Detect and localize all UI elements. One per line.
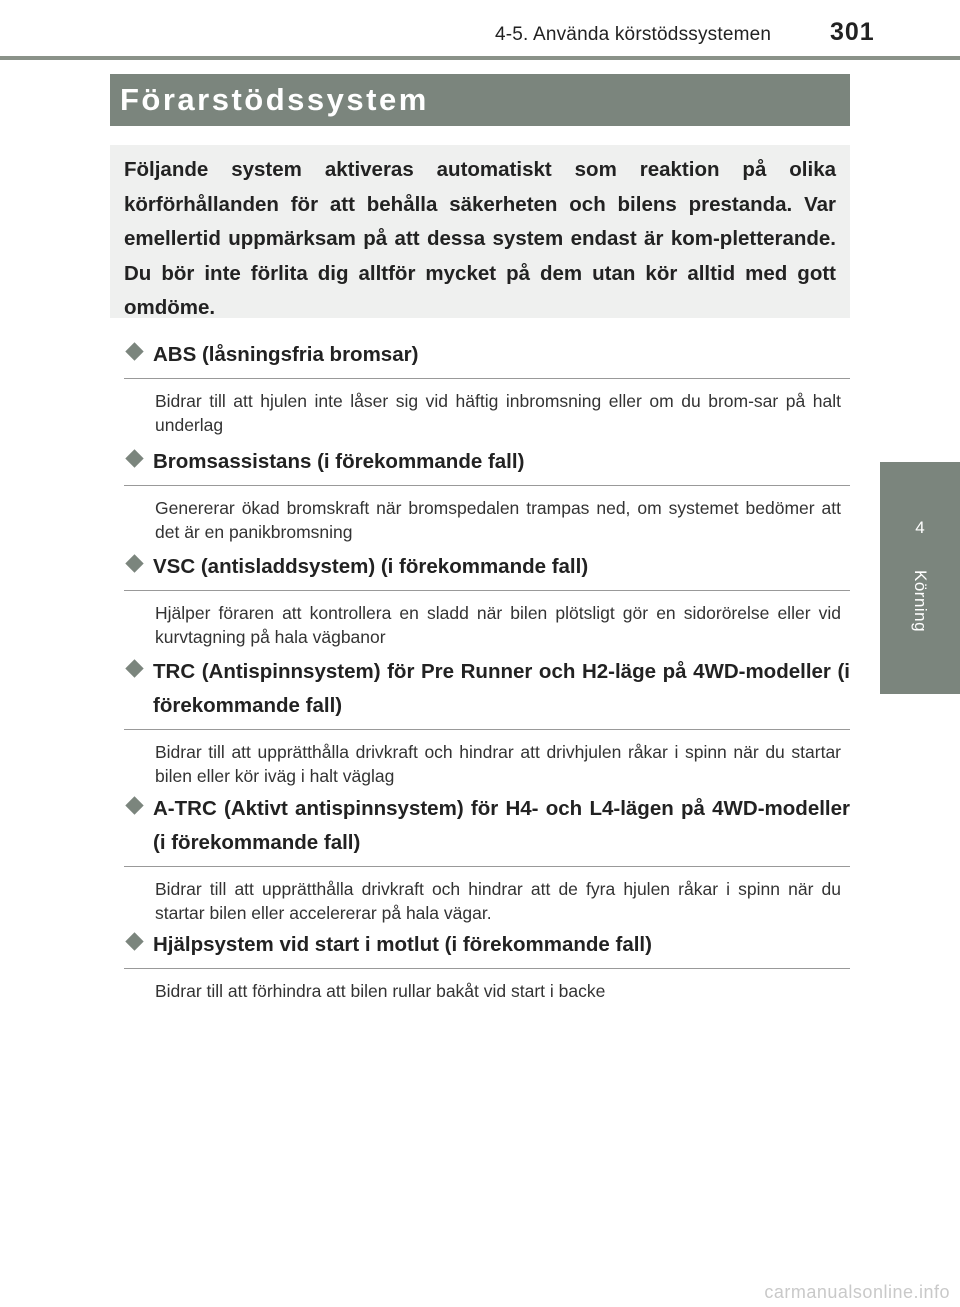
section-body: Bidrar till att upprätthålla drivkraft och hindrar att drivhjulen råkar i spinn när du startar bilen eller kör iväg i halt väglag (155, 742, 841, 786)
section-body: Bidrar till att förhindra att bilen rullar bakåt vid start i backe (155, 981, 606, 1001)
section-heading (124, 928, 850, 969)
diamond-bullet-icon (125, 932, 143, 950)
section-hill-start (124, 928, 850, 1003)
diamond-bullet-icon (125, 659, 143, 677)
chapter-tab (880, 462, 960, 694)
header-divider (0, 56, 960, 60)
section-a-trc (124, 792, 850, 925)
chapter-label: Körning (911, 570, 930, 633)
section-body: Bidrar till att hjulen inte låser sig vid häftig inbromsning eller om du brom-sar på halt underlag (155, 391, 841, 435)
diamond-bullet-icon (125, 449, 143, 467)
section-trc (124, 655, 850, 788)
section-heading (124, 792, 850, 867)
page-number: 301 (830, 18, 875, 46)
section-heading (124, 445, 850, 486)
section-abs (124, 338, 850, 437)
section-body: Bidrar till att upprätthålla drivkraft och hindrar att de fyra hjulen råkar i spinn när du startar bilen eller accelererar på hala vägar. (155, 879, 841, 923)
section-heading (124, 655, 850, 730)
section-heading-text: Hjälpsystem vid start i motlut (i förekommande fall) (153, 933, 652, 956)
section-heading-text: ABS (låsningsfria bromsar) (153, 343, 419, 366)
diamond-bullet-icon (125, 342, 143, 360)
diamond-bullet-icon (125, 796, 143, 814)
running-header: 4-5. Använda körstödssystemen (495, 24, 772, 45)
section-body: Genererar ökad bromskraft när bromspedalen trampas ned, om systemet bedömer att det är en panikbromsning (155, 498, 841, 542)
section-heading-text: VSC (antisladdsystem) (i förekommande fall) (153, 555, 589, 578)
section-heading-text: Bromsassistans (i förekommande fall) (153, 450, 525, 473)
chapter-label-container (880, 570, 960, 680)
page-title: Förarstödssystem (120, 82, 429, 117)
section-heading (124, 338, 850, 379)
section-heading-text: TRC (Antispinnsystem) för Pre Runner och H2-läge på 4WD-modeller (i förekommande fall) (153, 660, 850, 717)
diamond-bullet-icon (125, 554, 143, 572)
section-heading (124, 550, 850, 591)
section-heading-text: A-TRC (Aktivt antispinnsystem) för H4- och L4-lägen på 4WD-modeller (i förekommande fall) (153, 797, 850, 854)
intro-box (110, 145, 850, 318)
title-banner (110, 74, 850, 126)
chapter-number: 4 (915, 518, 925, 537)
section-body: Hjälper föraren att kontrollera en sladd när bilen plötsligt gör en sidorörelse eller vid kurvtagning på hala vägbanor (155, 603, 841, 647)
section-brake-assist (124, 445, 850, 544)
section-vsc (124, 550, 850, 649)
watermark: carmanualsonline.info (764, 1282, 950, 1302)
intro-text: Följande system aktiveras automatiskt som reaktion på olika körförhållanden för att behålla säkerheten och bilens prestanda. Var emellertid uppmärksam på att dessa system endast är kom-pletterande. Du bör inte förlita dig alltför mycket på dem utan kör alltid med gott omdöme. (124, 158, 836, 319)
